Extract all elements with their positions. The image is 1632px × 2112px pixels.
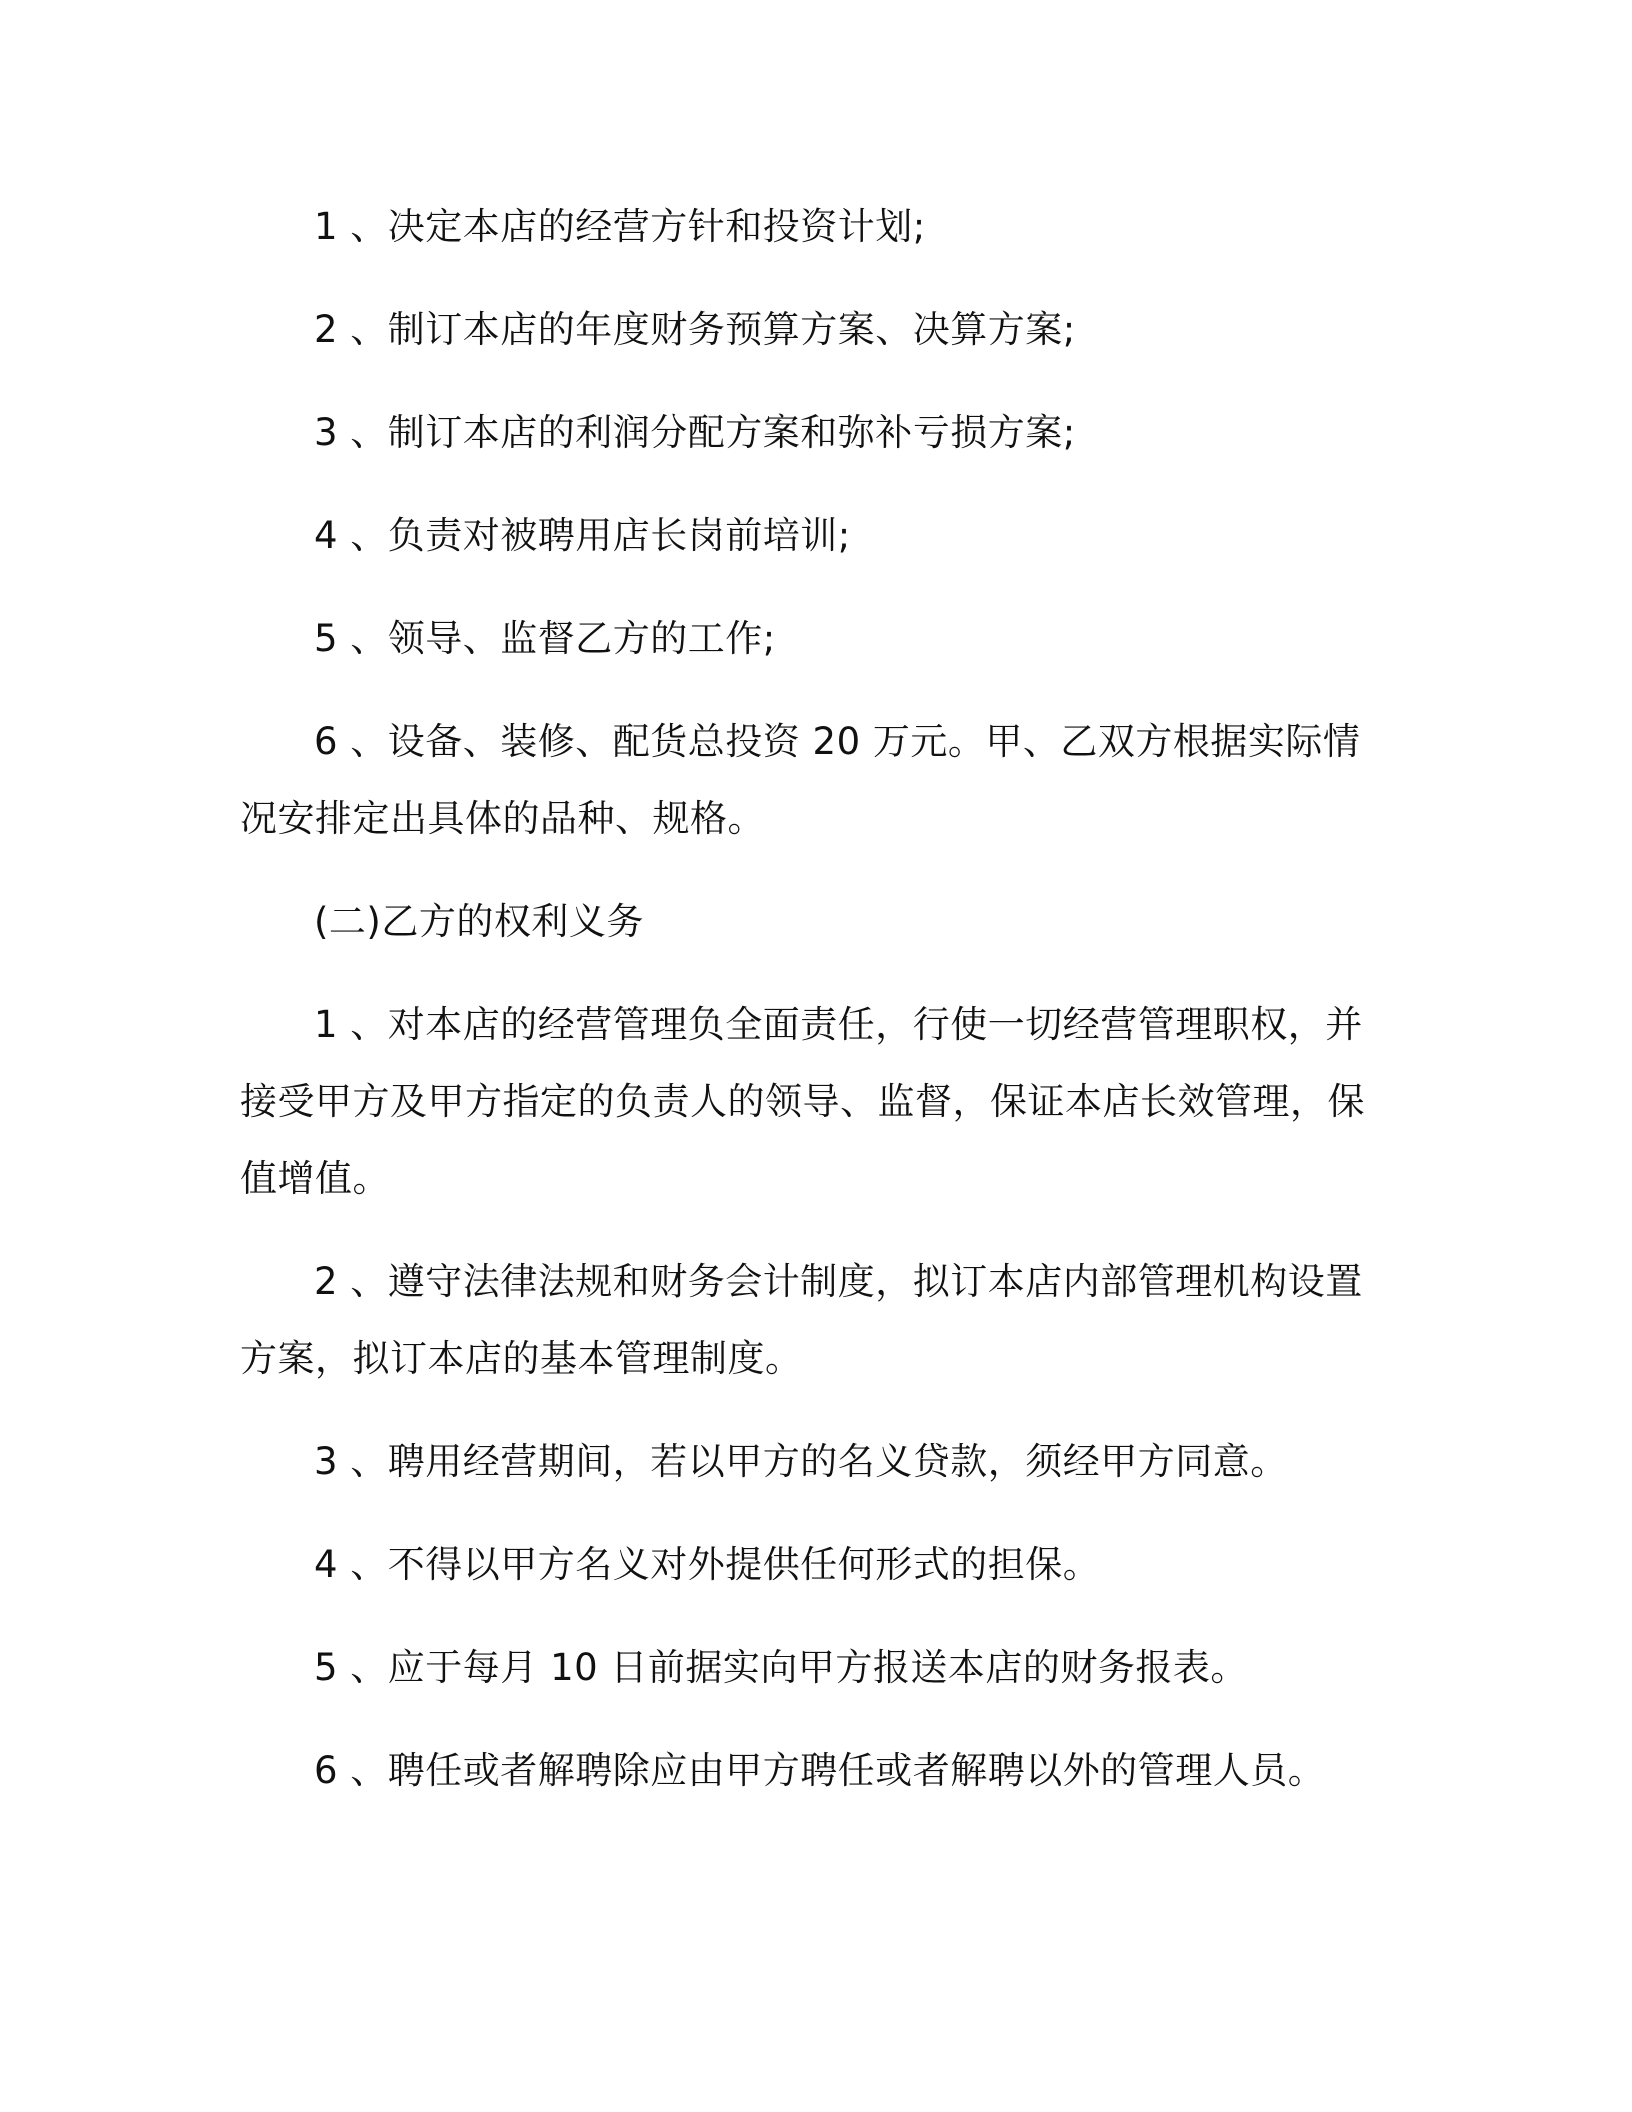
paragraph-11: 5 、应于每月 10 日前据实向甲方报送本店的财务报表。 (314, 1646, 1248, 1689)
paragraph-5: 5 、领导、监督乙方的工作; (314, 617, 776, 660)
document-body (240, 188, 1390, 1809)
paragraph-3: 3 、制订本店的利润分配方案和弥补亏损方案; (314, 411, 1076, 454)
paragraph-8: 2 、遵守法律法规和财务会计制度，拟订本店内部管理机构设置方案，拟订本店的基本管理制度。 (240, 1260, 1363, 1380)
paragraph-2: 2 、制订本店的年度财务预算方案、决算方案; (314, 308, 1076, 351)
paragraph-9: 3 、聘用经营期间，若以甲方的名义贷款，须经甲方同意。 (314, 1440, 1288, 1483)
paragraph-6: 6 、设备、装修、配货总投资 20 万元。甲、乙双方根据实际情况安排定出具体的品种、规格。 (240, 720, 1361, 840)
paragraph-10: 4 、不得以甲方名义对外提供任何形式的担保。 (314, 1543, 1101, 1586)
paragraph-7: 1 、对本店的经营管理负全面责任，行使一切经营管理职权，并接受甲方及甲方指定的负责人的领导、监督，保证本店长效管理，保值增值。 (240, 1003, 1365, 1200)
section-heading: (二)乙方的权利义务 (314, 900, 644, 943)
paragraph-4: 4 、负责对被聘用店长岗前培训; (314, 514, 851, 557)
paragraph-12: 6 、聘任或者解聘除应由甲方聘任或者解聘以外的管理人员。 (314, 1749, 1326, 1792)
paragraph-1: 1 、决定本店的经营方针和投资计划; (314, 205, 926, 248)
